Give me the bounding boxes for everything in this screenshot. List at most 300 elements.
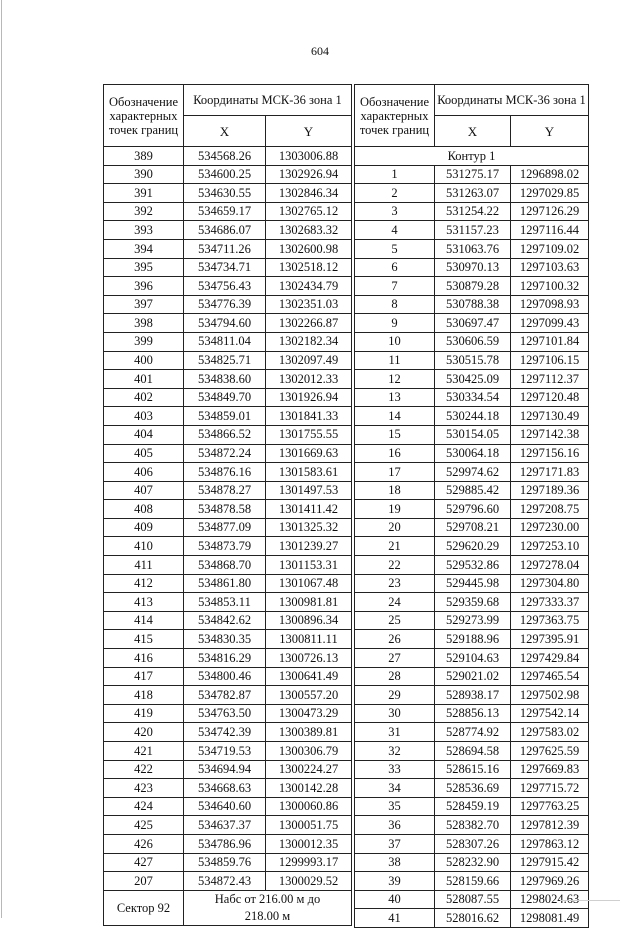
x-coordinate: 528232.90 [435, 853, 511, 872]
x-coordinate: 534838.60 [184, 370, 266, 389]
table-row [355, 481, 589, 500]
point-number: 403 [104, 407, 184, 426]
point-number: 420 [104, 723, 184, 742]
point-number: 397 [104, 295, 184, 314]
x-coordinate: 528307.26 [435, 834, 511, 853]
scan-mark [560, 900, 620, 905]
y-coordinate: 1297625.59 [511, 742, 589, 761]
table-row [104, 332, 352, 351]
point-number: 421 [104, 742, 184, 761]
x-coordinate: 529273.99 [435, 611, 511, 630]
y-coordinate: 1300051.75 [266, 816, 352, 835]
y-coordinate: 1297763.25 [511, 797, 589, 816]
y-coordinate: 1298024.63 [511, 890, 589, 909]
y-coordinate: 1297156.16 [511, 444, 589, 463]
x-coordinate: 530064.18 [435, 444, 511, 463]
x-coordinate: 530879.28 [435, 277, 511, 296]
table-row [104, 630, 352, 649]
x-coordinate: 534686.07 [184, 221, 266, 240]
point-number: 408 [104, 500, 184, 519]
table-row [104, 184, 352, 203]
point-number: 26 [355, 630, 435, 649]
y-coordinate: 1297098.93 [511, 295, 589, 314]
table-row [104, 314, 352, 333]
x-coordinate: 534830.35 [184, 630, 266, 649]
table-row [355, 165, 589, 184]
point-number: 24 [355, 593, 435, 612]
y-coordinate: 1297189.36 [511, 481, 589, 500]
point-number: 404 [104, 425, 184, 444]
x-coordinate: 531063.76 [435, 239, 511, 258]
point-number: 6 [355, 258, 435, 277]
y-coordinate: 1296898.02 [511, 165, 589, 184]
x-coordinate: 534776.39 [184, 295, 266, 314]
x-coordinate: 530788.38 [435, 295, 511, 314]
x-coordinate: 528016.62 [435, 909, 511, 928]
point-number: 34 [355, 779, 435, 798]
y-coordinate: 1302518.12 [266, 258, 352, 277]
y-coordinate: 1297100.32 [511, 277, 589, 296]
y-coordinate: 1297106.15 [511, 351, 589, 370]
x-coordinate: 529445.98 [435, 574, 511, 593]
y-coordinate: 1297112.37 [511, 370, 589, 389]
point-number: 16 [355, 444, 435, 463]
height-range-label: Набс от 216.00 м до 218.00 м [184, 890, 352, 925]
y-coordinate: 1301411.42 [266, 500, 352, 519]
point-number: 418 [104, 686, 184, 705]
table-row [104, 742, 352, 761]
table-row [355, 370, 589, 389]
table-row [104, 388, 352, 407]
y-coordinate: 1297278.04 [511, 556, 589, 575]
y-coordinate: 1301067.48 [266, 574, 352, 593]
table-row [104, 556, 352, 575]
x-coordinate: 534637.37 [184, 816, 266, 835]
x-header: X [435, 116, 511, 147]
point-number: 4 [355, 221, 435, 240]
table-row [104, 760, 352, 779]
table-row [104, 481, 352, 500]
point-number: 1 [355, 165, 435, 184]
y-coordinate: 1297304.80 [511, 574, 589, 593]
point-number: 411 [104, 556, 184, 575]
point-number: 19 [355, 500, 435, 519]
y-coordinate: 1302600.98 [266, 239, 352, 258]
point-number: 412 [104, 574, 184, 593]
table-row [104, 667, 352, 686]
y-coordinate: 1302097.49 [266, 351, 352, 370]
table-row [104, 872, 352, 891]
x-coordinate: 531263.07 [435, 184, 511, 203]
y-coordinate: 1301755.55 [266, 425, 352, 444]
table-row [355, 909, 589, 928]
x-coordinate: 528615.16 [435, 760, 511, 779]
y-coordinate: 1301325.32 [266, 518, 352, 537]
table-row [355, 314, 589, 333]
y-coordinate: 1300896.34 [266, 611, 352, 630]
y-coordinate: 1300473.29 [266, 704, 352, 723]
x-coordinate: 534782.87 [184, 686, 266, 705]
y-coordinate: 1297109.02 [511, 239, 589, 258]
point-number: 36 [355, 816, 435, 835]
table-row [104, 518, 352, 537]
table-row [355, 797, 589, 816]
x-coordinate: 534640.60 [184, 797, 266, 816]
point-number: 394 [104, 239, 184, 258]
x-coordinate: 534853.11 [184, 593, 266, 612]
y-coordinate: 1297029.85 [511, 184, 589, 203]
x-coordinate: 530334.54 [435, 388, 511, 407]
x-coordinate: 530515.78 [435, 351, 511, 370]
y-coordinate: 1298081.49 [511, 909, 589, 928]
point-number: 416 [104, 649, 184, 668]
x-coordinate: 534630.55 [184, 184, 266, 203]
x-coordinate: 530697.47 [435, 314, 511, 333]
y-coordinate: 1297120.48 [511, 388, 589, 407]
point-number: 23 [355, 574, 435, 593]
y-coordinate: 1297583.02 [511, 723, 589, 742]
table-row [355, 537, 589, 556]
table-row [355, 574, 589, 593]
x-coordinate: 534811.04 [184, 332, 266, 351]
point-number: 419 [104, 704, 184, 723]
x-coordinate: 529188.96 [435, 630, 511, 649]
table-row [355, 518, 589, 537]
y-coordinate: 1297969.26 [511, 872, 589, 891]
y-coordinate: 1297395.91 [511, 630, 589, 649]
point-number: 13 [355, 388, 435, 407]
x-coordinate: 530244.18 [435, 407, 511, 426]
y-coordinate: 1300641.49 [266, 667, 352, 686]
y-coordinate: 1301583.61 [266, 463, 352, 482]
point-number: 407 [104, 481, 184, 500]
y-coordinate: 1303006.88 [266, 147, 352, 166]
point-number: 389 [104, 147, 184, 166]
table-row [355, 779, 589, 798]
point-number: 400 [104, 351, 184, 370]
point-number: 9 [355, 314, 435, 333]
y-coordinate: 1297171.83 [511, 463, 589, 482]
table-row [104, 853, 352, 872]
designation-header: Обозначение характерных точек границ [355, 85, 435, 147]
y-coordinate: 1301926.94 [266, 388, 352, 407]
coordinates-table-right [354, 84, 589, 928]
table-row [355, 500, 589, 519]
x-coordinate: 530606.59 [435, 332, 511, 351]
table-row [355, 202, 589, 221]
table-row [104, 165, 352, 184]
y-coordinate: 1297542.14 [511, 704, 589, 723]
point-number: 391 [104, 184, 184, 203]
x-coordinate: 534719.53 [184, 742, 266, 761]
coordinates-table-left [103, 84, 352, 926]
y-coordinate: 1302765.12 [266, 202, 352, 221]
table-row [104, 221, 352, 240]
table-row [104, 370, 352, 389]
point-number: 10 [355, 332, 435, 351]
y-coordinate: 1302266.87 [266, 314, 352, 333]
y-coordinate: 1297333.37 [511, 593, 589, 612]
y-coordinate: 1300224.27 [266, 760, 352, 779]
y-coordinate: 1301669.63 [266, 444, 352, 463]
designation-header: Обозначение характерных точек границ [104, 85, 184, 147]
y-coordinate: 1302182.34 [266, 332, 352, 351]
x-coordinate: 534849.70 [184, 388, 266, 407]
table-row [104, 779, 352, 798]
table-row [104, 723, 352, 742]
table-row [104, 351, 352, 370]
point-number: 426 [104, 834, 184, 853]
x-coordinate: 529021.02 [435, 667, 511, 686]
point-number: 40 [355, 890, 435, 909]
y-coordinate: 1300142.28 [266, 779, 352, 798]
point-number: 396 [104, 277, 184, 296]
x-coordinate: 534825.71 [184, 351, 266, 370]
table-row [355, 295, 589, 314]
point-number: 422 [104, 760, 184, 779]
coords-header: Координаты МСК-36 зона 1 [435, 85, 589, 116]
table-row [355, 890, 589, 909]
x-coordinate: 534816.29 [184, 649, 266, 668]
x-coordinate: 534800.46 [184, 667, 266, 686]
table-row [355, 760, 589, 779]
table-row [104, 593, 352, 612]
table-row [355, 556, 589, 575]
y-coordinate: 1297101.84 [511, 332, 589, 351]
table-row [104, 407, 352, 426]
x-coordinate: 528856.13 [435, 704, 511, 723]
x-coordinate: 534568.26 [184, 147, 266, 166]
y-coordinate: 1297502.98 [511, 686, 589, 705]
table-row [355, 351, 589, 370]
x-coordinate: 529532.86 [435, 556, 511, 575]
x-coordinate: 534859.76 [184, 853, 266, 872]
x-coordinate: 534668.63 [184, 779, 266, 798]
y-coordinate: 1302926.94 [266, 165, 352, 184]
y-coordinate: 1300029.52 [266, 872, 352, 891]
point-number: 38 [355, 853, 435, 872]
y-coordinate: 1297230.00 [511, 518, 589, 537]
y-coordinate: 1297465.54 [511, 667, 589, 686]
table-row [104, 704, 352, 723]
x-coordinate: 530970.13 [435, 258, 511, 277]
point-number: 17 [355, 463, 435, 482]
x-coordinate: 528938.17 [435, 686, 511, 705]
point-number: 11 [355, 351, 435, 370]
y-coordinate: 1297142.38 [511, 425, 589, 444]
table-row [355, 667, 589, 686]
point-number: 33 [355, 760, 435, 779]
y-coordinate: 1297099.43 [511, 314, 589, 333]
point-number: 409 [104, 518, 184, 537]
x-coordinate: 534868.70 [184, 556, 266, 575]
x-coordinate: 534872.43 [184, 872, 266, 891]
x-coordinate: 534742.39 [184, 723, 266, 742]
y-coordinate: 1300811.11 [266, 630, 352, 649]
page-number: 604 [311, 44, 329, 58]
table-row [104, 611, 352, 630]
point-number: 12 [355, 370, 435, 389]
x-coordinate: 531157.23 [435, 221, 511, 240]
point-number: 424 [104, 797, 184, 816]
point-number: 29 [355, 686, 435, 705]
point-number: 425 [104, 816, 184, 835]
point-number: 392 [104, 202, 184, 221]
y-coordinate: 1301153.31 [266, 556, 352, 575]
y-coordinate: 1300557.20 [266, 686, 352, 705]
y-header: Y [266, 116, 352, 147]
x-coordinate: 534877.09 [184, 518, 266, 537]
x-coordinate: 528536.69 [435, 779, 511, 798]
x-coordinate: 534794.60 [184, 314, 266, 333]
point-number: 406 [104, 463, 184, 482]
point-number: 405 [104, 444, 184, 463]
x-coordinate: 534734.71 [184, 258, 266, 277]
point-number: 415 [104, 630, 184, 649]
table-row [355, 834, 589, 853]
x-coordinate: 534763.50 [184, 704, 266, 723]
x-coordinate: 531254.22 [435, 202, 511, 221]
point-number: 25 [355, 611, 435, 630]
x-coordinate: 529359.68 [435, 593, 511, 612]
x-coordinate: 529796.60 [435, 500, 511, 519]
table-row [104, 797, 352, 816]
x-coordinate: 534878.58 [184, 500, 266, 519]
table-row [355, 258, 589, 277]
x-header: X [184, 116, 266, 147]
y-coordinate: 1297669.83 [511, 760, 589, 779]
y-coordinate: 1302434.79 [266, 277, 352, 296]
y-coordinate: 1302683.32 [266, 221, 352, 240]
table-row [355, 611, 589, 630]
x-coordinate: 528694.58 [435, 742, 511, 761]
x-coordinate: 530154.05 [435, 425, 511, 444]
table-row [104, 295, 352, 314]
table-row [355, 444, 589, 463]
point-number: 37 [355, 834, 435, 853]
y-coordinate: 1302846.34 [266, 184, 352, 203]
y-coordinate: 1301841.33 [266, 407, 352, 426]
table-row [355, 239, 589, 258]
contour-row [355, 147, 589, 166]
y-coordinate: 1297103.63 [511, 258, 589, 277]
table-row [355, 872, 589, 891]
y-coordinate: 1297863.12 [511, 834, 589, 853]
table-row [355, 407, 589, 426]
table-row [355, 388, 589, 407]
y-coordinate: 1301497.53 [266, 481, 352, 500]
sector-label: Сектор 92 [104, 890, 184, 925]
x-coordinate: 534872.24 [184, 444, 266, 463]
table-row [104, 258, 352, 277]
point-number: 27 [355, 649, 435, 668]
point-number: 15 [355, 425, 435, 444]
y-coordinate: 1300389.81 [266, 723, 352, 742]
table-row [104, 816, 352, 835]
y-coordinate: 1297915.42 [511, 853, 589, 872]
x-coordinate: 534786.96 [184, 834, 266, 853]
y-coordinate: 1301239.27 [266, 537, 352, 556]
point-number: 22 [355, 556, 435, 575]
point-number: 410 [104, 537, 184, 556]
table-row [104, 444, 352, 463]
table-row [104, 202, 352, 221]
table-header-row [104, 85, 352, 116]
point-number: 39 [355, 872, 435, 891]
table-row [355, 221, 589, 240]
point-number: 402 [104, 388, 184, 407]
y-coordinate: 1297253.10 [511, 537, 589, 556]
point-number: 393 [104, 221, 184, 240]
y-coordinate: 1297126.29 [511, 202, 589, 221]
x-coordinate: 528774.92 [435, 723, 511, 742]
x-coordinate: 528159.66 [435, 872, 511, 891]
y-header: Y [511, 116, 589, 147]
point-number: 5 [355, 239, 435, 258]
x-coordinate: 534876.16 [184, 463, 266, 482]
y-coordinate: 1297429.84 [511, 649, 589, 668]
point-number: 32 [355, 742, 435, 761]
table-row [355, 184, 589, 203]
y-coordinate: 1297116.44 [511, 221, 589, 240]
contour-label: Контур 1 [355, 147, 589, 166]
point-number: 413 [104, 593, 184, 612]
scan-edge-line [1, 0, 2, 918]
table-row [355, 704, 589, 723]
table-row [104, 686, 352, 705]
point-number: 2 [355, 184, 435, 203]
y-coordinate: 1297363.75 [511, 611, 589, 630]
x-coordinate: 529620.29 [435, 537, 511, 556]
y-coordinate: 1302351.03 [266, 295, 352, 314]
x-coordinate: 529708.21 [435, 518, 511, 537]
point-number: 423 [104, 779, 184, 798]
x-coordinate: 534659.17 [184, 202, 266, 221]
x-coordinate: 534866.52 [184, 425, 266, 444]
x-coordinate: 528459.19 [435, 797, 511, 816]
table-row [355, 816, 589, 835]
point-number: 401 [104, 370, 184, 389]
x-coordinate: 534694.94 [184, 760, 266, 779]
table-row [104, 649, 352, 668]
x-coordinate: 529885.42 [435, 481, 511, 500]
point-number: 414 [104, 611, 184, 630]
point-number: 417 [104, 667, 184, 686]
table-row [104, 463, 352, 482]
table-row [104, 277, 352, 296]
point-number: 8 [355, 295, 435, 314]
point-number: 31 [355, 723, 435, 742]
x-coordinate: 530425.09 [435, 370, 511, 389]
point-number: 3 [355, 202, 435, 221]
x-coordinate: 529974.62 [435, 463, 511, 482]
point-number: 207 [104, 872, 184, 891]
x-coordinate: 534878.27 [184, 481, 266, 500]
table-row [355, 723, 589, 742]
x-coordinate: 534600.25 [184, 165, 266, 184]
coords-header: Координаты МСК-36 зона 1 [184, 85, 352, 116]
point-number: 41 [355, 909, 435, 928]
y-coordinate: 1297130.49 [511, 407, 589, 426]
table-row [355, 742, 589, 761]
x-coordinate: 534873.79 [184, 537, 266, 556]
x-coordinate: 528382.70 [435, 816, 511, 835]
table-row [104, 425, 352, 444]
table-row [355, 463, 589, 482]
y-coordinate: 1300012.35 [266, 834, 352, 853]
table-row [104, 574, 352, 593]
y-coordinate: 1297208.75 [511, 500, 589, 519]
